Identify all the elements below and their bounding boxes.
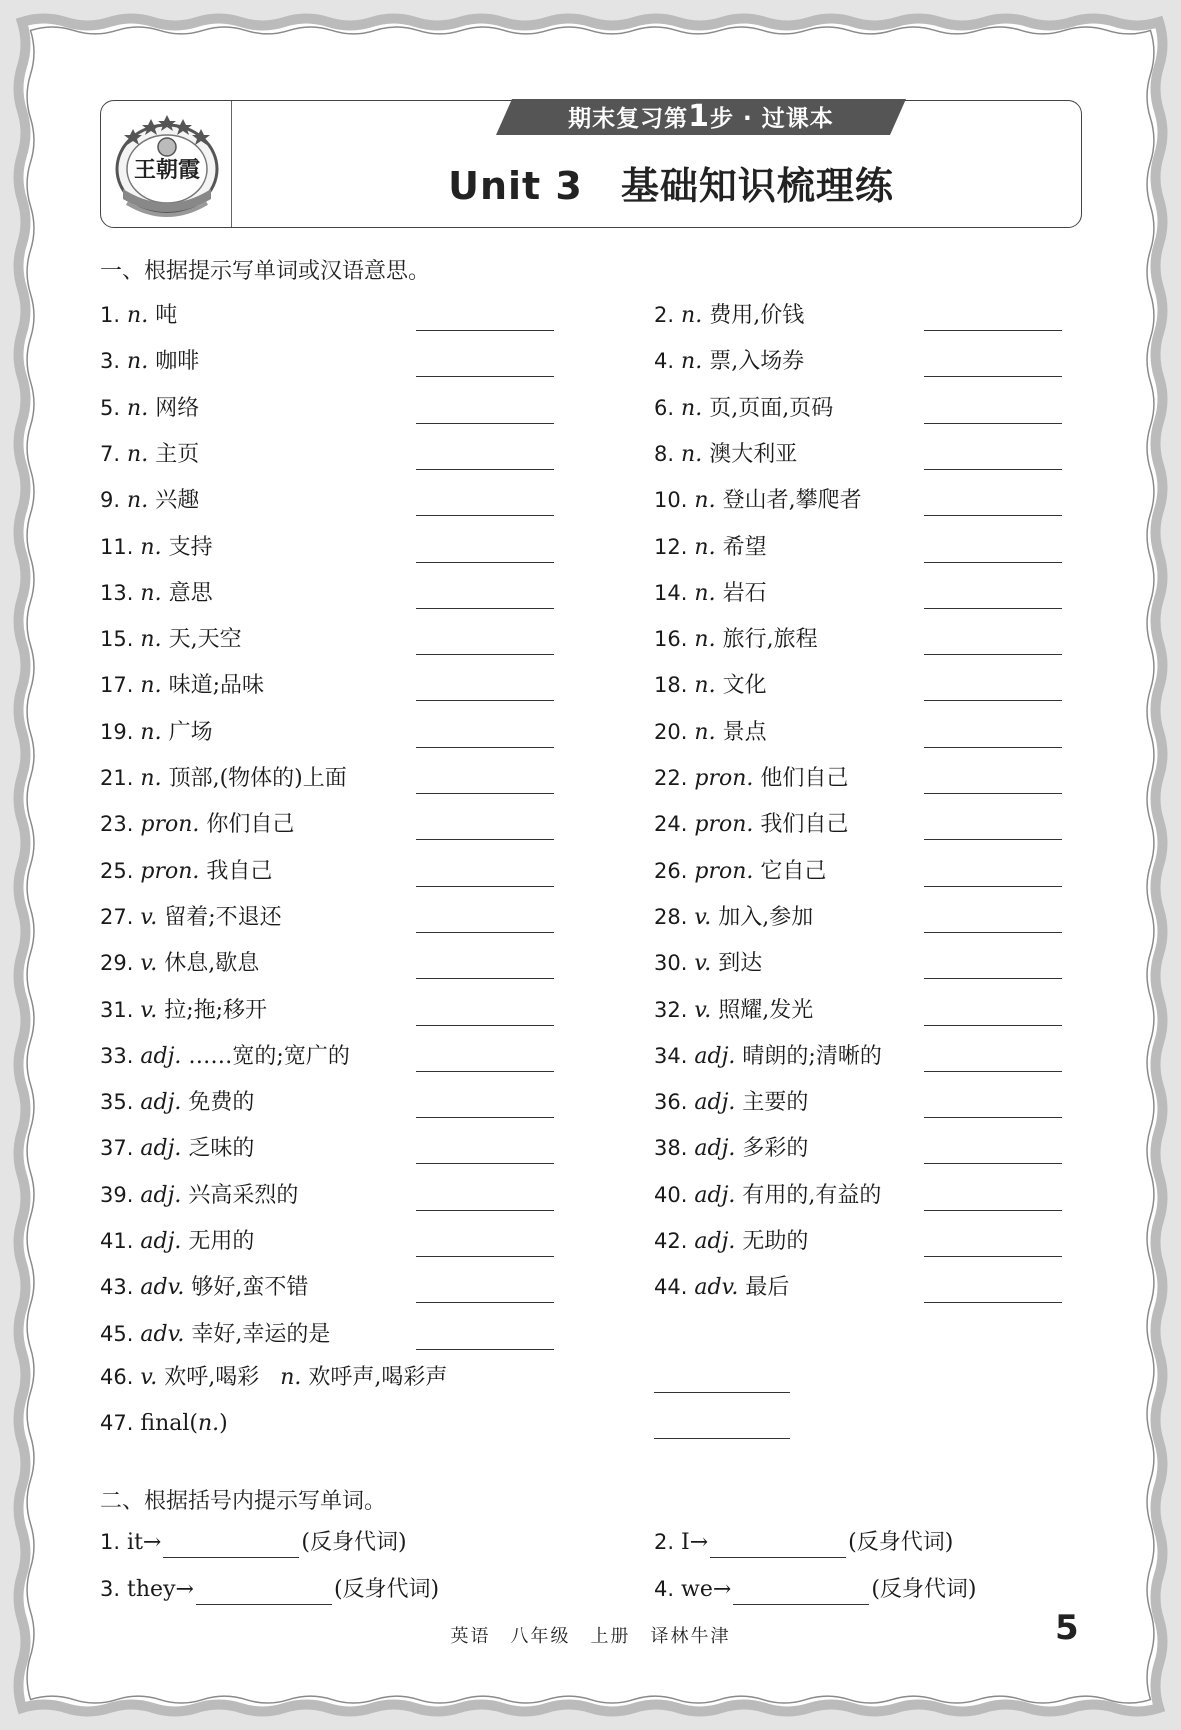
vocab-item-18: 18. n. 文化 xyxy=(654,673,767,699)
vocab-item-7: 7. n. 主页 xyxy=(100,441,200,467)
answer-blank-31[interactable] xyxy=(416,1025,554,1026)
vocab-item-27: 27. v. 留着;不退还 xyxy=(100,904,282,930)
section2-heading: 二、根据括号内提示写单词。 xyxy=(100,1489,387,1514)
s2-blank-4[interactable] xyxy=(733,1580,869,1605)
vocab-item-40: 40. adj. 有用的,有益的 xyxy=(654,1182,882,1208)
answer-blank-13[interactable] xyxy=(416,608,554,609)
vocab-item-1: 1. n. 吨 xyxy=(100,303,178,328)
answer-blank-24[interactable] xyxy=(924,839,1062,840)
answer-blank-7[interactable] xyxy=(416,469,554,470)
answer-blank-19[interactable] xyxy=(416,747,554,748)
vocab-item-20: 20. n. 景点 xyxy=(654,719,767,745)
vocab-item-34: 34. adj. 晴朗的;清晰的 xyxy=(654,1043,882,1069)
banner-step-number: 1 xyxy=(688,99,711,134)
answer-blank-3[interactable] xyxy=(416,376,554,377)
footer-text: 英语 八年级 上册 译林牛津 xyxy=(450,1626,731,1647)
answer-blank-26[interactable] xyxy=(924,886,1062,887)
s2-blank-3[interactable] xyxy=(196,1580,332,1605)
answer-blank-28[interactable] xyxy=(924,932,1062,933)
answer-blank-35[interactable] xyxy=(416,1117,554,1118)
vocab-item-14: 14. n. 岩石 xyxy=(654,580,767,606)
header-divider xyxy=(231,101,232,227)
answer-blank-47[interactable] xyxy=(654,1438,790,1439)
answer-blank-20[interactable] xyxy=(924,747,1062,748)
vocab-item-26: 26. pron. 它自己 xyxy=(654,858,827,884)
vocab-item-32: 32. v. 照耀,发光 xyxy=(654,997,814,1023)
vocab-item-38: 38. adj. 多彩的 xyxy=(654,1136,809,1162)
answer-blank-4[interactable] xyxy=(924,376,1062,377)
vocab-item-35: 35. adj. 免费的 xyxy=(100,1090,255,1116)
vocab-item-23: 23. pron. 你们自己 xyxy=(100,812,295,838)
vocab-item-5: 5. n. 网络 xyxy=(100,395,200,421)
answer-blank-41[interactable] xyxy=(416,1256,554,1257)
banner-post: 步 · 过课本 xyxy=(710,106,834,132)
s2-blank-1[interactable] xyxy=(163,1533,299,1558)
s2-item-2: 2. I→ (反身代词) xyxy=(654,1527,953,1558)
vocab-item-9: 9. n. 兴趣 xyxy=(100,488,200,514)
vocab-item-37: 37. adj. 乏味的 xyxy=(100,1136,255,1162)
answer-blank-42[interactable] xyxy=(924,1256,1062,1257)
answer-blank-22[interactable] xyxy=(924,793,1062,794)
vocab-item-36: 36. adj. 主要的 xyxy=(654,1090,809,1116)
answer-blank-33[interactable] xyxy=(416,1071,554,1072)
answer-blank-37[interactable] xyxy=(416,1163,554,1164)
answer-blank-36[interactable] xyxy=(924,1117,1062,1118)
vocab-item-6: 6. n. 页,页面,页码 xyxy=(654,395,834,421)
vocab-item-43: 43. adv. 够好,蛮不错 xyxy=(100,1275,309,1301)
header-box xyxy=(100,100,1082,228)
answer-blank-23[interactable] xyxy=(416,839,554,840)
answer-blank-14[interactable] xyxy=(924,608,1062,609)
s2-blank-2[interactable] xyxy=(710,1533,846,1558)
answer-blank-34[interactable] xyxy=(924,1071,1062,1072)
answer-blank-12[interactable] xyxy=(924,562,1062,563)
vocab-item-8: 8. n. 澳大利亚 xyxy=(654,441,798,467)
vocab-item-30: 30. v. 到达 xyxy=(654,951,763,977)
vocab-item-41: 41. adj. 无用的 xyxy=(100,1229,255,1254)
answer-blank-6[interactable] xyxy=(924,423,1062,424)
answer-blank-29[interactable] xyxy=(416,978,554,979)
answer-blank-9[interactable] xyxy=(416,515,554,516)
answer-blank-18[interactable] xyxy=(924,700,1062,701)
vocab-item-25: 25. pron. 我自己 xyxy=(100,858,273,884)
vocab-item-13: 13. n. 意思 xyxy=(100,580,213,606)
vocab-item-19: 19. n. 广场 xyxy=(100,719,213,745)
vocab-item-33: 33. adj. ……宽的;宽广的 xyxy=(100,1043,350,1069)
vocab-item-47: 47. final(n.) xyxy=(100,1411,228,1436)
answer-blank-11[interactable] xyxy=(416,562,554,563)
vocab-item-3: 3. n. 咖啡 xyxy=(100,349,200,375)
title-main: 基础知识梳理练 xyxy=(620,164,894,208)
vocab-item-28: 28. v. 加入,参加 xyxy=(654,904,814,930)
answer-blank-40[interactable] xyxy=(924,1210,1062,1211)
vocab-item-39: 39. adj. 兴高采烈的 xyxy=(100,1182,299,1208)
answer-blank-5[interactable] xyxy=(416,423,554,424)
answer-blank-17[interactable] xyxy=(416,700,554,701)
s2-item-1: 1. it→ (反身代词) xyxy=(100,1527,407,1558)
answer-blank-27[interactable] xyxy=(416,932,554,933)
banner-pre: 期末复习第 xyxy=(568,106,689,132)
vocab-item-12: 12. n. 希望 xyxy=(654,534,767,560)
answer-blank-43[interactable] xyxy=(416,1302,554,1303)
answer-blank-16[interactable] xyxy=(924,654,1062,655)
answer-blank-44[interactable] xyxy=(924,1302,1062,1303)
answer-blank-46[interactable] xyxy=(654,1392,790,1393)
vocab-item-22: 22. pron. 他们自己 xyxy=(654,766,849,791)
vocab-item-21: 21. n. 顶部,(物体的)上面 xyxy=(100,766,347,791)
page-title xyxy=(371,155,971,210)
vocab-item-10: 10. n. 登山者,攀爬者 xyxy=(654,488,862,514)
answer-blank-38[interactable] xyxy=(924,1163,1062,1164)
answer-blank-21[interactable] xyxy=(416,793,554,794)
answer-blank-32[interactable] xyxy=(924,1025,1062,1026)
vocab-item-42: 42. adj. 无助的 xyxy=(654,1229,809,1254)
answer-blank-39[interactable] xyxy=(416,1210,554,1211)
banner-text xyxy=(496,99,906,135)
s2-item-4: 4. we→ (反身代词) xyxy=(654,1574,977,1605)
answer-blank-1[interactable] xyxy=(416,330,554,331)
wangzhaoxia-logo xyxy=(105,107,229,219)
vocab-item-15: 15. n. 天,天空 xyxy=(100,627,242,653)
section1-heading: 一、根据提示写单词或汉语意思。 xyxy=(100,259,431,284)
answer-blank-2[interactable] xyxy=(924,330,1062,331)
vocab-item-31: 31. v. 拉;拖;移开 xyxy=(100,997,268,1023)
vocab-item-24: 24. pron. 我们自己 xyxy=(654,812,849,838)
vocab-item-45: 45. adv. 幸好,幸运的是 xyxy=(100,1321,331,1347)
vocab-item-29: 29. v. 休息,歇息 xyxy=(100,951,260,977)
answer-blank-15[interactable] xyxy=(416,654,554,655)
page-number: 5 xyxy=(1055,1608,1079,1648)
s2-item-3: 3. they→ (反身代词) xyxy=(100,1574,439,1605)
vocab-item-17: 17. n. 味道;品味 xyxy=(100,673,264,699)
answer-blank-10[interactable] xyxy=(924,515,1062,516)
answer-blank-25[interactable] xyxy=(416,886,554,887)
answer-blank-45[interactable] xyxy=(416,1349,554,1350)
title-unit: Unit 3 xyxy=(448,164,583,208)
vocab-item-4: 4. n. 票,入场券 xyxy=(654,349,805,375)
answer-blank-8[interactable] xyxy=(924,469,1062,470)
vocab-item-2: 2. n. 费用,价钱 xyxy=(654,303,805,328)
vocab-item-44: 44. adv. 最后 xyxy=(654,1275,790,1301)
vocab-item-46: 46. v. 欢呼,喝彩 n. 欢呼声,喝彩声 xyxy=(100,1365,448,1390)
vocab-item-11: 11. n. 支持 xyxy=(100,534,213,560)
vocab-item-16: 16. n. 旅行,旅程 xyxy=(654,627,818,653)
step-banner xyxy=(496,99,906,137)
logo-text: 王朝霞 xyxy=(133,157,201,183)
answer-blank-30[interactable] xyxy=(924,978,1062,979)
